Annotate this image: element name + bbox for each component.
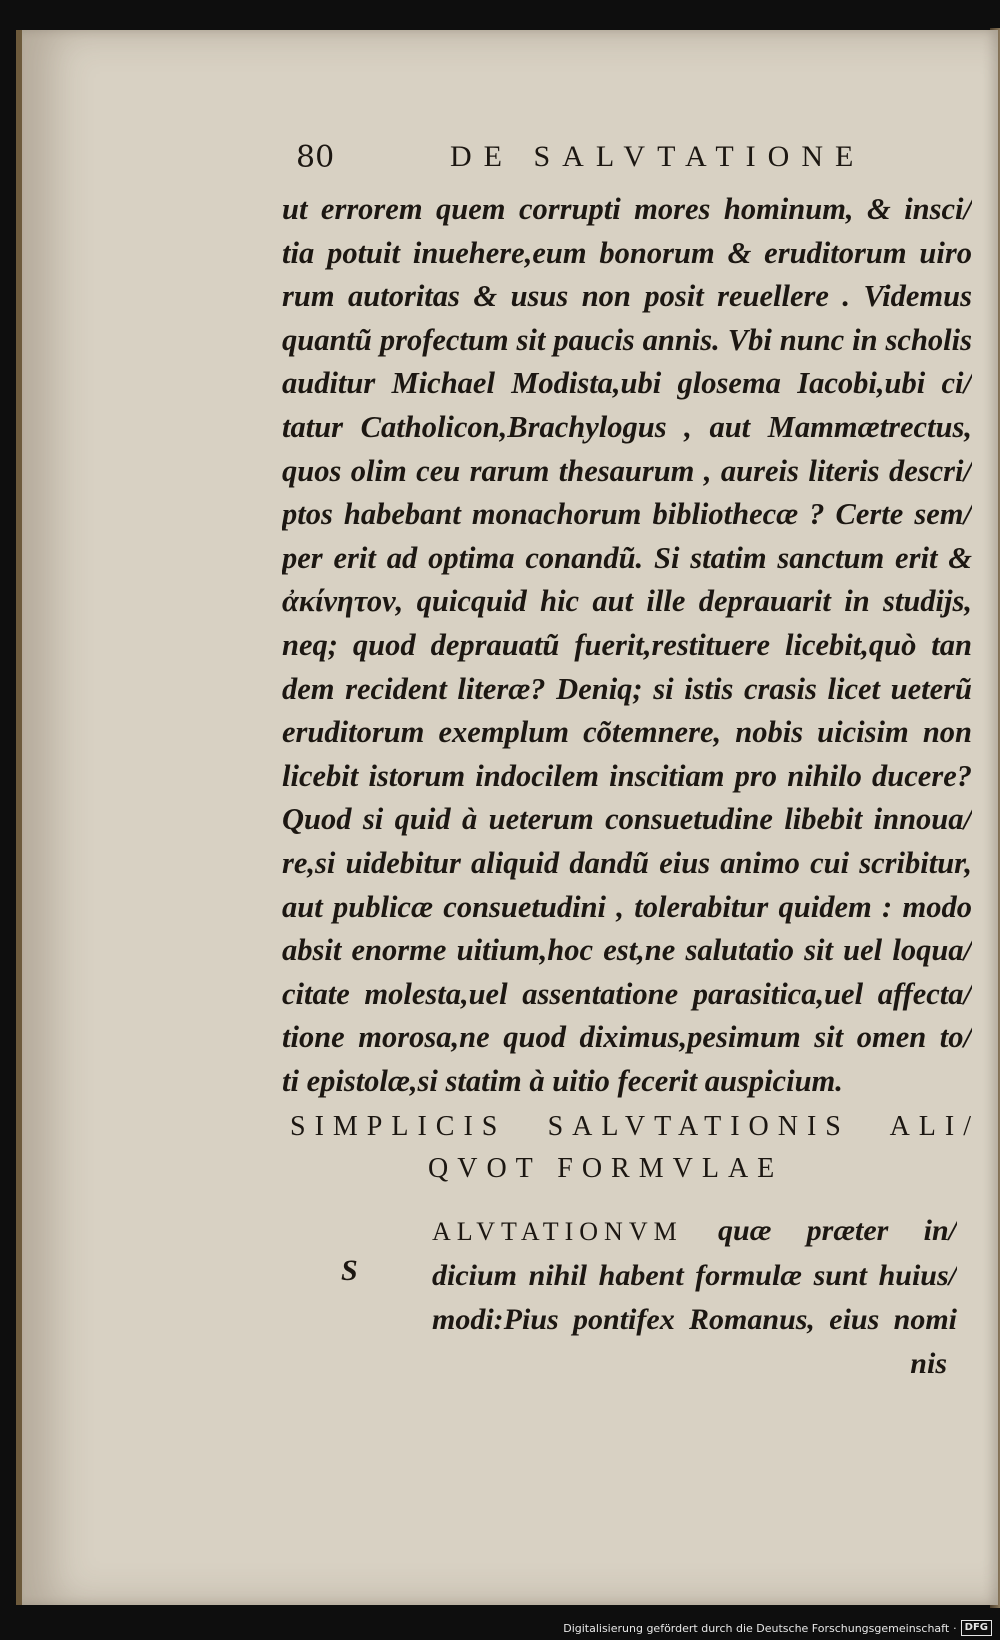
running-head [0,140,1000,180]
text-line: ti epistolæ,si statim à uitio fecerit auspicium. [282,1063,843,1098]
text-line: per erit ad optima conandũ. Si statim sanctum erit & [282,540,972,575]
running-title: DE SALVTATIONE [450,140,866,173]
text-line: dem recident literæ? Deniq; si istis crasis licet ueterũ [282,671,972,706]
text-line: tione morosa,ne quod diximus,pesimum sit omen to/ [282,1020,972,1055]
text-line: absit enorme uitium,hoc est,ne salutatio sit uel loqua/ [282,933,972,968]
text-line: eruditorum exemplum cõtemnere, nobis uicisim non [282,715,972,750]
small-caps-word: ALVTATIONVM [432,1217,683,1246]
funding-credit: Digitalisierung gefördert durch die Deutsche Forschungsgemeinschaft [563,1621,950,1635]
text-line: ptos habebant monachorum bibliothecæ ? Certe sem/ [282,497,972,532]
text-line: tatur Catholicon,Brachylogus , aut Mammætrectus, [282,409,972,444]
text-fragment: quæ præter in/ [718,1214,957,1247]
page-number: 80 [296,140,335,175]
separator-dot: · [953,1621,957,1635]
text-line: tia potuit inuehere,eum bonorum & eruditorum uiro [282,235,972,270]
initial-letter: S [341,1254,358,1287]
text-line: aut publicæ consuetudini , tolerabitur quidem : modo [282,889,972,924]
text-line: dicium nihil habent formulæ sunt huius/ [432,1259,957,1292]
text-line: auditur Michael Modista,ubi glosema Iacobi,ubi ci/ [282,366,972,401]
digitization-footer [563,1618,992,1638]
text-line: Quod si quid à ueterum consuetudine libebit innoua/ [282,802,972,837]
entry-paragraph [432,1209,957,1386]
section-heading [290,1106,980,1190]
section-heading-line: QVOT FORMVLAE [428,1153,784,1184]
text-line: neq; quod deprauatũ fuerit,restituere licebit,quò tan [282,627,972,662]
text-line: re,si uidebitur aliquid dandũ eius animo cui scribitur, [282,845,972,880]
dfg-logo: DFG [961,1620,992,1636]
section-heading-line: SIMPLICIS SALVTATIONIS ALI/ [290,1111,980,1142]
text-line: citate molesta,uel assentatione parasitica,uel affecta/ [282,976,972,1011]
text-line: ut errorem quem corrupti mores hominum, & insci/ [282,192,972,226]
catchword: nis [910,1347,947,1380]
text-line: quos olim ceu rarum thesaurum , aureis literis descri/ [282,453,972,488]
text-line [432,1209,957,1254]
text-line: ἀκίνητον, quicquid hic aut ille deprauarit in studijs, [282,584,972,619]
text-line: licebit istorum indocilem inscitiam pro nihilo ducere? [282,758,972,793]
text-line: rum autoritas & usus non posit reuellere . Videmus [282,279,972,314]
text-line: modi:Pius pontifex Romanus, eius nomi [432,1303,957,1336]
body-text [282,188,972,1103]
text-line: quantũ profectum sit paucis annis. Vbi nunc in scholis [282,322,972,357]
